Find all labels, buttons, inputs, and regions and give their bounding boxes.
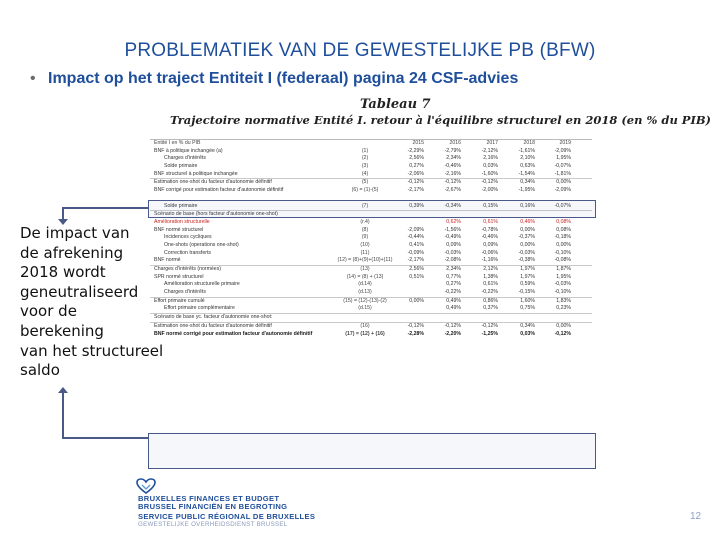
bullet-line bbox=[30, 70, 518, 88]
table-row bbox=[150, 289, 592, 297]
logo-line: GEWESTELIJKE OVERHEIDSDIENST BRUSSEL bbox=[138, 520, 288, 528]
row-value: -0,44% bbox=[407, 234, 424, 241]
row-value: -2,09% bbox=[554, 187, 571, 194]
row-value: -0,22% bbox=[481, 289, 498, 296]
row-value: 0,61% bbox=[483, 218, 498, 225]
row-value: -2,09% bbox=[554, 147, 571, 154]
row-value: 0,08% bbox=[556, 226, 571, 233]
row-value: 0,39% bbox=[409, 202, 424, 209]
row-ref: (7) bbox=[361, 202, 369, 209]
connector-line bbox=[62, 207, 148, 209]
table-row bbox=[150, 322, 592, 331]
row-label: BNF corrigé pour estimation facteur d'autonomie définitif bbox=[154, 187, 284, 194]
row-value: -0,12% bbox=[481, 179, 498, 186]
row-value: 1,95% bbox=[556, 155, 571, 162]
row-label: Effort primaire complémentaire bbox=[164, 305, 235, 312]
row-value: -1,81% bbox=[554, 170, 571, 177]
connector-line bbox=[62, 437, 148, 439]
side-line: van het structureel bbox=[20, 341, 164, 360]
row-value: 1,87% bbox=[556, 266, 571, 273]
page-number: 12 bbox=[690, 511, 702, 522]
row-value: 1,38% bbox=[483, 273, 498, 280]
row-value: -1,95% bbox=[518, 187, 535, 194]
row-value: -0,10% bbox=[554, 289, 571, 296]
row-label: SPR normé structurel bbox=[154, 273, 204, 280]
row-value: -0,34% bbox=[444, 202, 461, 209]
row-label: Effort primaire cumulé bbox=[154, 297, 205, 304]
row-value: -0,12% bbox=[407, 322, 424, 329]
connector-line bbox=[62, 392, 64, 438]
row-value: 0,00% bbox=[520, 241, 535, 248]
row-ref: (17) = (12) + (16) bbox=[345, 330, 385, 337]
row-label: Estimation one-shot du facteur d'autonomie définitif bbox=[154, 322, 272, 329]
row-ref: (6) = (1)-(5) bbox=[351, 187, 379, 194]
side-annotation bbox=[20, 224, 163, 381]
row-value: -0,49% bbox=[444, 234, 461, 241]
row-value: 0,49% bbox=[446, 305, 461, 312]
row-value: -2,17% bbox=[407, 187, 424, 194]
row-value: 0,37% bbox=[483, 305, 498, 312]
row-ref: (13) bbox=[360, 266, 370, 273]
row-label: BNF normé structurel bbox=[154, 226, 204, 233]
row-ref: (12) = (8)+(9)+(10)+(11) bbox=[337, 257, 393, 264]
row-value: -1,16% bbox=[481, 257, 498, 264]
side-line: 2018 wordt bbox=[20, 263, 106, 282]
row-value: -0,37% bbox=[518, 234, 535, 241]
row-label: Solde primaire bbox=[164, 202, 198, 209]
row-label: BNF normé bbox=[154, 257, 181, 264]
row-value: -0,07% bbox=[554, 163, 571, 170]
row-value: -2,28% bbox=[407, 330, 424, 337]
row-value: 0,34% bbox=[520, 322, 535, 329]
row-value: -0,10% bbox=[554, 249, 571, 256]
row-value: -0,06% bbox=[481, 249, 498, 256]
table-subtitle: Trajectoire normative Entité I. retour à l'équilibre structurel en 2018 (en % du PIB) bbox=[170, 113, 711, 127]
table-row bbox=[150, 274, 592, 282]
row-value: 1,95% bbox=[556, 273, 571, 280]
row-value: 0,63% bbox=[520, 163, 535, 170]
row-value: -2,08% bbox=[444, 257, 461, 264]
logo-line: SERVICE PUBLIC RÉGIONAL DE BRUXELLES bbox=[138, 511, 316, 521]
highlight-box-top bbox=[148, 200, 596, 218]
row-value: 0,16% bbox=[520, 202, 535, 209]
row-value: -0,07% bbox=[554, 202, 571, 209]
row-value: -0,03% bbox=[518, 249, 535, 256]
row-value: 0,03% bbox=[520, 330, 535, 337]
row-label: BNF structurel à politique inchangée bbox=[154, 170, 238, 177]
side-line: voor de bbox=[20, 302, 77, 321]
row-value: -0,78% bbox=[481, 226, 498, 233]
row-value: -0,12% bbox=[407, 179, 424, 186]
side-line: de afrekening bbox=[20, 243, 124, 262]
row-value: 1,97% bbox=[520, 266, 535, 273]
row-value: 0,27% bbox=[446, 281, 461, 288]
header-year: 2017 bbox=[486, 140, 498, 146]
side-line: berekening bbox=[20, 321, 104, 340]
row-value: -1,56% bbox=[444, 226, 461, 233]
table-header-row bbox=[150, 140, 592, 148]
row-value: 2,12% bbox=[483, 266, 498, 273]
row-value: -0,03% bbox=[444, 249, 461, 256]
row-ref: (3) bbox=[361, 163, 369, 170]
table-row bbox=[150, 163, 592, 171]
row-value: 0,86% bbox=[483, 297, 498, 304]
row-label: Amélioration structurelle bbox=[154, 218, 210, 225]
row-value: -2,06% bbox=[407, 170, 424, 177]
row-value: 0,09% bbox=[446, 241, 461, 248]
row-value: 0,08% bbox=[556, 218, 571, 225]
row-value: -0,22% bbox=[444, 289, 461, 296]
row-value: -1,61% bbox=[518, 147, 535, 154]
table-row bbox=[150, 178, 592, 187]
row-value: 0,00% bbox=[520, 226, 535, 233]
logo-line: BRUXELLES FINANCES ET BUDGET bbox=[138, 494, 280, 503]
slide-title: PROBLEMATIEK VAN DE GEWESTELIJKE PB (BFW) bbox=[124, 40, 596, 61]
table-row bbox=[150, 242, 592, 250]
row-value: -2,17% bbox=[407, 257, 424, 264]
row-value: -0,09% bbox=[407, 249, 424, 256]
side-line: De impact van bbox=[20, 224, 130, 242]
row-value: -2,00% bbox=[481, 187, 498, 194]
row-value: -0,46% bbox=[481, 234, 498, 241]
table-row bbox=[150, 265, 592, 274]
header-year: 2019 bbox=[559, 140, 571, 146]
row-value: 0,61% bbox=[483, 281, 498, 288]
row-value: 0,00% bbox=[409, 297, 424, 304]
row-value: 0,09% bbox=[483, 241, 498, 248]
row-value: 0,23% bbox=[556, 305, 571, 312]
row-label: Charges d'intérêts bbox=[164, 155, 206, 162]
row-label: Scénario de base yc. facteur d'autonomie one-shot: bbox=[154, 314, 273, 321]
table-row bbox=[150, 331, 592, 346]
logo-line: BRUSSEL FINANCIËN EN BEGROTING bbox=[138, 502, 288, 512]
row-value: -2,79% bbox=[444, 147, 461, 154]
brussels-heart-logo-icon bbox=[136, 478, 156, 494]
row-value: -0,38% bbox=[518, 257, 535, 264]
header-year: 2016 bbox=[449, 140, 461, 146]
row-value: -0,12% bbox=[444, 322, 461, 329]
bullet-text: Impact op het traject Entiteit I (federaal) pagina 24 CSF-advies bbox=[48, 70, 519, 87]
row-ref: (4) bbox=[361, 170, 369, 177]
row-ref: (9) bbox=[361, 234, 369, 241]
row-value: 1,60% bbox=[520, 297, 535, 304]
row-value: -0,12% bbox=[554, 330, 571, 337]
row-value: -1,60% bbox=[481, 170, 498, 177]
row-label: Scénario de base (hors facteur d'autonomie one-shot) bbox=[154, 211, 278, 218]
row-label: BNF à politique inchangée (a) bbox=[154, 147, 223, 154]
row-value: 2,56% bbox=[409, 266, 424, 273]
table-row bbox=[150, 305, 592, 313]
row-value: 0,15% bbox=[483, 202, 498, 209]
row-ref: (r.4) bbox=[360, 218, 370, 225]
row-value: 0,27% bbox=[409, 163, 424, 170]
row-value: 0,00% bbox=[556, 322, 571, 329]
row-value: 0,03% bbox=[483, 163, 498, 170]
row-value: 0,00% bbox=[556, 241, 571, 248]
row-value: -2,09% bbox=[407, 226, 424, 233]
row-value: 1,83% bbox=[556, 297, 571, 304]
row-value: 0,51% bbox=[409, 273, 424, 280]
row-value: -2,12% bbox=[481, 147, 498, 154]
row-label: Solde primaire bbox=[164, 163, 198, 170]
row-label: Charges d'intérêts (normées) bbox=[154, 266, 222, 273]
row-value: -2,16% bbox=[444, 170, 461, 177]
row-value: 0,34% bbox=[520, 179, 535, 186]
bullet-dot-icon: • bbox=[30, 70, 36, 87]
row-value: 2,56% bbox=[409, 155, 424, 162]
row-value: 0,75% bbox=[520, 305, 535, 312]
row-value: 2,34% bbox=[446, 266, 461, 273]
table-row bbox=[150, 313, 592, 322]
row-value: -0,15% bbox=[518, 289, 535, 296]
row-label: Correction transferts bbox=[164, 249, 211, 256]
row-ref: (15) = (12)-(13)-(2) bbox=[343, 297, 387, 304]
header-year: 2015 bbox=[412, 140, 424, 146]
table-body bbox=[150, 148, 592, 346]
row-ref: (14) = (8) + (13) bbox=[346, 273, 384, 280]
row-value: -0,08% bbox=[554, 257, 571, 264]
row-value: -0,03% bbox=[554, 281, 571, 288]
row-value: 0,46% bbox=[520, 218, 535, 225]
row-value: -2,67% bbox=[444, 187, 461, 194]
table-row bbox=[150, 148, 592, 156]
row-ref: (d.14) bbox=[358, 281, 372, 288]
data-table bbox=[150, 139, 592, 346]
row-value: -1,25% bbox=[481, 330, 498, 337]
row-value: 0,59% bbox=[520, 281, 535, 288]
row-ref: (2) bbox=[361, 155, 369, 162]
row-value: 0,62% bbox=[446, 218, 461, 225]
row-ref: (11) bbox=[360, 249, 370, 256]
table-row bbox=[150, 227, 592, 235]
row-ref: (d.15) bbox=[358, 305, 372, 312]
row-label: Amélioration structurelle primaire bbox=[164, 281, 240, 288]
row-value: 1,97% bbox=[520, 273, 535, 280]
highlight-box-bottom bbox=[148, 433, 596, 469]
table-row bbox=[150, 171, 592, 179]
row-value: -2,29% bbox=[407, 147, 424, 154]
table-title: Tableau 7 bbox=[360, 97, 431, 112]
row-value: 2,16% bbox=[483, 155, 498, 162]
row-label: BNF normé corrigé pour estimation facteur d'autonomie définitif bbox=[154, 330, 313, 337]
row-value: 0,00% bbox=[556, 179, 571, 186]
side-line: saldo bbox=[20, 361, 60, 380]
row-value: 2,34% bbox=[446, 155, 461, 162]
table-row bbox=[150, 281, 592, 289]
row-value: -0,18% bbox=[554, 234, 571, 241]
row-ref: (5) bbox=[361, 179, 369, 186]
table-row bbox=[150, 257, 592, 265]
table-row bbox=[150, 297, 592, 306]
row-ref: (16) bbox=[360, 322, 370, 329]
side-line: geneutraliseerd bbox=[20, 282, 139, 301]
arrow-up-icon bbox=[58, 387, 68, 393]
row-ref: (1) bbox=[361, 147, 369, 154]
row-value: -0,46% bbox=[444, 163, 461, 170]
row-label: Charges d'intérêts bbox=[164, 289, 206, 296]
row-value: -1,54% bbox=[518, 170, 535, 177]
row-value: -0,12% bbox=[481, 322, 498, 329]
row-label: One-shots (operations one-shot) bbox=[164, 241, 239, 248]
table-row bbox=[150, 234, 592, 242]
row-label: Incidences cycliques bbox=[164, 234, 212, 241]
row-value: 0,77% bbox=[446, 273, 461, 280]
row-ref: (d.13) bbox=[358, 289, 372, 296]
row-ref: (8) bbox=[361, 226, 369, 233]
table-row bbox=[150, 155, 592, 163]
table-row bbox=[150, 219, 592, 227]
header-label: Entité I en % du PIB bbox=[154, 140, 201, 146]
organization-logo-text bbox=[138, 495, 315, 529]
row-value: -2,20% bbox=[444, 330, 461, 337]
row-ref: (10) bbox=[360, 241, 370, 248]
row-value: 2,10% bbox=[520, 155, 535, 162]
row-value: 0,49% bbox=[446, 297, 461, 304]
row-value: -0,12% bbox=[444, 179, 461, 186]
row-value: 0,41% bbox=[409, 241, 424, 248]
header-year: 2018 bbox=[523, 140, 535, 146]
table-row bbox=[150, 250, 592, 258]
row-label: Estimation one-shot du facteur d'autonomie définitif bbox=[154, 179, 272, 186]
